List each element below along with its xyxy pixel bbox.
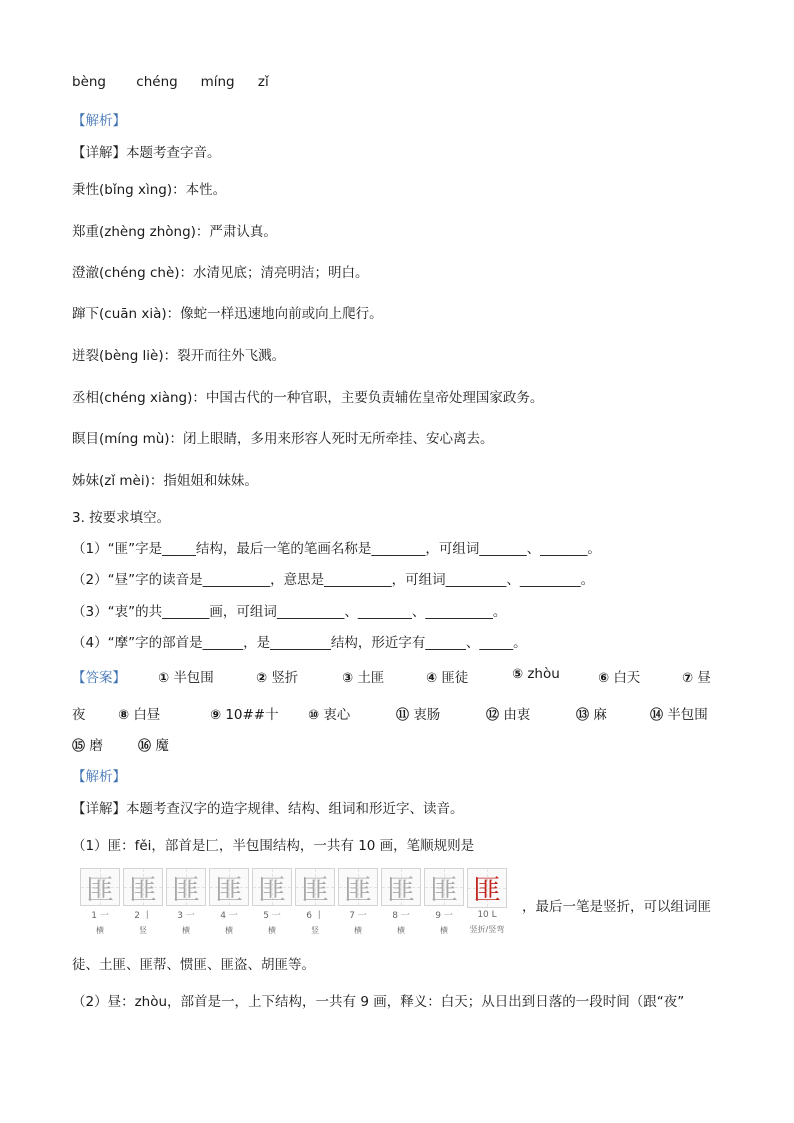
- pinyin-line: [72, 74, 269, 90]
- answer-number: ⑧: [118, 708, 130, 723]
- question-item: （1）“匪”字是_____结构，最后一笔的笔画名称是________，可组词_______、_______。: [72, 541, 601, 557]
- entry-line: 瞑目(míng mù)：闭上眼睛，多用来形容人死时无所牵挂、安心离去。: [72, 431, 494, 447]
- answer-text: zhòu: [527, 666, 560, 682]
- answer-number: ⑩: [308, 708, 320, 723]
- answer-number: ⑬: [576, 708, 590, 723]
- paragraph-2: （2）昼：zhòu，部首是一，上下结构，一共有 9 画，释义：白天；从日出到日落的一段时间（跟“夜”: [72, 994, 685, 1010]
- answer-number: ⑨: [210, 708, 222, 723]
- answer-item: [650, 703, 708, 723]
- question-item: （4）“摩”字的部首是______，是_________结构，形近字有______、_____。: [72, 635, 527, 651]
- question-title: 3. 按要求填空。: [72, 510, 171, 526]
- answer-number: ⑤: [512, 667, 524, 682]
- stroke-step: 7 一: [349, 911, 367, 921]
- stroke-step: 4 一: [220, 911, 238, 921]
- pinyin-4: zǐ: [257, 74, 269, 90]
- answer-number: ①: [158, 671, 170, 686]
- stroke-cell: [252, 868, 292, 936]
- answer-text: 麻: [593, 707, 607, 723]
- stroke-cell: [467, 868, 507, 936]
- answer-item: [210, 703, 279, 723]
- stroke-step: 1 一: [91, 911, 109, 921]
- stroke-cell: [424, 868, 464, 936]
- stroke-glyph: 匪: [300, 873, 329, 906]
- answer-text: 衷肠: [413, 707, 441, 723]
- stroke-glyph: 匪: [472, 873, 501, 906]
- answer-number: ⑥: [598, 671, 610, 686]
- answer-number: ④: [426, 671, 438, 686]
- entry-line: 丞相(chéng xiàng)：中国古代的一种官职，主要负责辅佐皇帝处理国家政务。: [72, 390, 544, 406]
- stroke-name: 横: [397, 926, 405, 935]
- answer-number: ⑫: [486, 708, 500, 723]
- stroke-cell: [80, 868, 120, 936]
- stroke-glyph: 匪: [386, 873, 415, 906]
- stroke-glyph: 匪: [429, 873, 458, 906]
- stroke-cell: [123, 868, 163, 936]
- answer-item: [118, 703, 160, 723]
- detail-line: 【详解】本题考查汉字的造字规律、结构、组词和形近字、读音。: [72, 801, 464, 817]
- answer-number: ②: [256, 671, 268, 686]
- stroke-name: 横: [354, 926, 362, 935]
- stroke-cell: [338, 868, 378, 936]
- pinyin-3: míng: [200, 74, 235, 90]
- stroke-glyph: 匪: [128, 873, 157, 906]
- answer-number: ⑦: [682, 671, 694, 686]
- stroke-cell: [209, 868, 249, 936]
- answer-text: 10##十: [225, 707, 279, 723]
- answer-item: [72, 734, 103, 754]
- answer-number: ⑭: [650, 708, 664, 723]
- analysis-tag: 【解析】: [72, 769, 126, 785]
- answer-text: 半包围: [173, 670, 214, 686]
- answer-item: [486, 703, 530, 723]
- answer-text: 半包围: [667, 707, 708, 723]
- detail-line: 【详解】本题考查字音。: [72, 145, 221, 161]
- answer-text: 磨: [89, 738, 103, 754]
- question-item: （2）“昼”字的读音是__________，意思是__________，可组词_________、_________。: [72, 572, 595, 588]
- answer-item: [138, 734, 169, 754]
- stroke-order-strip: [80, 868, 507, 936]
- stroke-step: 10 L: [477, 910, 497, 920]
- answer-text: 昼: [697, 670, 711, 686]
- entry-line: 蹿下(cuān xià)：像蛇一样迅速地向前或向上爬行。: [72, 306, 383, 322]
- stroke-name: 横: [225, 926, 233, 935]
- paragraph-1-continued: 徒、土匪、匪帮、惯匪、匪盗、胡匪等。: [72, 957, 315, 973]
- answer-item: [342, 666, 384, 686]
- answer-item: [598, 666, 640, 686]
- answer-text: 由衷: [503, 707, 531, 723]
- stroke-step: 5 一: [263, 911, 281, 921]
- answer-text: 衷心: [323, 707, 351, 723]
- stroke-name: 竖折/竖弯: [469, 925, 505, 934]
- stroke-step: 9 一: [435, 911, 453, 921]
- paragraph-1: （1）匪：fěi，部首是匚，半包围结构，一共有 10 画，笔顺规则是: [72, 838, 475, 854]
- stroke-step: 3 一: [177, 911, 195, 921]
- answer-item: [158, 666, 214, 686]
- stroke-step: 2 丨: [134, 911, 152, 921]
- entry-line: 澄澈(chéng chè)：水清见底；清亮明洁；明白。: [72, 265, 369, 281]
- answer-wrap-text: 夜: [72, 707, 86, 723]
- stroke-name: 横: [268, 926, 276, 935]
- answer-item: [256, 666, 298, 686]
- answer-text: 魔: [155, 738, 169, 754]
- stroke-name: 横: [182, 926, 190, 935]
- entry-line: 秉性(bǐng xìng)：本性。: [72, 182, 227, 198]
- stroke-glyph: 匪: [257, 873, 286, 906]
- stroke-cell: [295, 868, 335, 936]
- answer-number: ③: [342, 671, 354, 686]
- answer-item: [308, 703, 350, 723]
- stroke-name: 横: [440, 926, 448, 935]
- answer-text: 土匪: [357, 670, 385, 686]
- paragraph-1-tail: ，最后一笔是竖折，可以组词匪: [522, 899, 711, 915]
- entry-line: 姊妹(zǐ mèi)：指姐姐和妹妹。: [72, 473, 258, 489]
- stroke-step: 8 一: [392, 911, 410, 921]
- answer-number: ⑮: [72, 739, 86, 754]
- stroke-name: 竖: [311, 926, 319, 935]
- answer-tag: 【答案】: [72, 670, 126, 686]
- stroke-name: 竖: [139, 926, 147, 935]
- answer-item: [396, 703, 440, 723]
- entry-line: 郑重(zhèng zhòng)：严肃认真。: [72, 224, 277, 240]
- pinyin-1: bèng: [72, 74, 107, 90]
- stroke-glyph: 匪: [214, 873, 243, 906]
- answer-item: [512, 666, 560, 682]
- answer-item: [576, 703, 607, 723]
- answer-item: [426, 666, 468, 686]
- answer-text: 匪徒: [441, 670, 469, 686]
- stroke-cell: [381, 868, 421, 936]
- entry-line: 迸裂(bèng liè)：裂开而往外飞溅。: [72, 348, 286, 364]
- answer-number: ⑪: [396, 708, 410, 723]
- stroke-glyph: 匪: [343, 873, 372, 906]
- stroke-glyph: 匪: [85, 873, 114, 906]
- stroke-glyph: 匪: [171, 873, 200, 906]
- answer-text: 竖折: [271, 670, 299, 686]
- question-item: （3）“衷”的共_______画，可组词__________、________、__________。: [72, 604, 507, 620]
- answer-number: ⑯: [138, 739, 152, 754]
- stroke-name: 横: [96, 926, 104, 935]
- answer-item: [682, 666, 711, 686]
- answer-text: 白昼: [133, 707, 161, 723]
- answer-text: 白天: [613, 670, 641, 686]
- pinyin-2: chéng: [136, 74, 178, 90]
- stroke-step: 6 丨: [306, 911, 324, 921]
- stroke-cell: [166, 868, 206, 936]
- analysis-tag: 【解析】: [72, 113, 126, 129]
